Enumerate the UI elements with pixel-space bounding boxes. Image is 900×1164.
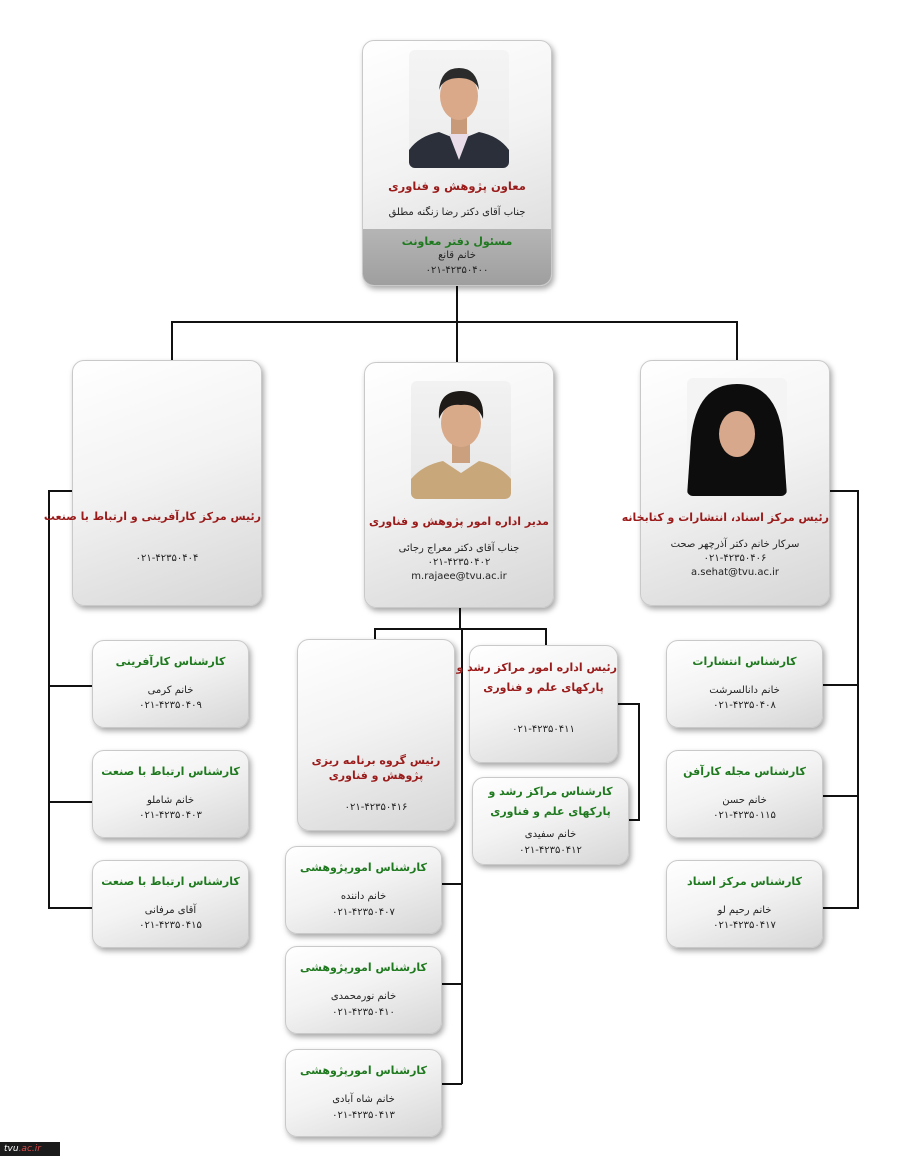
right-staff-2-phone: ۰۲۱-۴۲۳۵۰۱۱۵ <box>713 810 776 821</box>
research-staff-3-name: خانم شاه آبادی <box>332 1094 395 1105</box>
deputy-name: جناب آقای دکتر رضا زنگنه مطلق <box>388 207 526 218</box>
connector-right-1 <box>823 684 858 686</box>
right-staff-card-2 <box>666 750 823 838</box>
deputy-title: معاون پژوهش و فناوری <box>388 179 526 193</box>
left-staff-1-name: خانم کرمی <box>147 685 194 696</box>
research-staff-2-phone: ۰۲۱-۴۲۳۵۰۴۱۰ <box>332 1007 395 1018</box>
connector-growth-spine <box>638 703 640 821</box>
documents-head-card <box>621 360 830 606</box>
connector-research-spine <box>461 628 463 1084</box>
connector-research-1 <box>441 883 462 885</box>
growth-staff-card <box>472 777 629 865</box>
connector-left-3 <box>48 907 92 909</box>
right-staff-1-phone: ۰۲۱-۴۲۳۵۰۴۰۸ <box>713 700 776 711</box>
connector-center-down <box>459 607 461 629</box>
tvu-logo <box>0 1142 60 1156</box>
research-staff-1-name: خانم داننده <box>340 891 387 902</box>
left-staff-3-name: آقای مرفانی <box>144 905 197 916</box>
research-head-name: جناب آقای دکتر معراج رجائی <box>398 543 520 554</box>
office-name: خانم قانع <box>438 250 476 261</box>
connector-growth-right <box>617 703 639 705</box>
connector-right-head <box>830 490 858 492</box>
growth-head-card <box>456 645 618 763</box>
documents-head-name: سرکار خانم دکتر آذرچهر صحت <box>670 539 800 550</box>
growth-staff-title-1: کارشناس مراکز رشد و <box>488 785 613 798</box>
entrepreneurship-head-title: رئیس مرکز کارآفرینی و ارتباط با صنعت <box>43 510 261 523</box>
connector-research-2 <box>441 983 462 985</box>
right-staff-card-1 <box>666 640 823 728</box>
planning-group-title-1: رئیس گروه برنامه ریزی <box>311 754 441 767</box>
connector-left-head <box>48 490 72 492</box>
connector-right-drop <box>736 321 738 361</box>
connector-left-1 <box>48 685 92 687</box>
deputy-photo <box>409 50 509 168</box>
research-head-card <box>364 362 554 608</box>
logo-suffix-text: .ac.ir <box>18 1144 41 1154</box>
connector-right-2 <box>823 795 858 797</box>
research-staff-card-2 <box>285 946 442 1034</box>
connector-center-bar <box>374 628 546 630</box>
left-staff-2-name: خانم شاملو <box>146 795 195 806</box>
connector-left-drop <box>171 321 173 361</box>
documents-head-title: رئیس مرکز اسناد، انتشارات و کتابخانه <box>621 511 829 524</box>
research-staff-card-3 <box>285 1049 442 1137</box>
research-staff-1-phone: ۰۲۱-۴۲۳۵۰۴۰۷ <box>332 907 395 918</box>
logo-main-text: tvu <box>4 1144 19 1154</box>
left-staff-3-title: کارشناس ارتباط با صنعت <box>101 875 240 888</box>
entrepreneurship-head-card <box>43 360 262 606</box>
research-staff-2-name: خانم نورمحمدی <box>330 991 397 1002</box>
connector-right-spine <box>857 490 859 909</box>
research-head-photo <box>411 381 511 499</box>
left-staff-2-phone: ۰۲۱-۴۲۳۵۰۴۰۳ <box>139 810 202 821</box>
planning-group-title-2: پژوهش و فناوری <box>328 769 424 782</box>
left-staff-2-title: کارشناس ارتباط با صنعت <box>101 765 240 778</box>
research-head-email: m.rajaee@tvu.ac.ir <box>411 571 507 582</box>
growth-head-phone: ۰۲۱-۴۲۳۵۰۴۱۱ <box>512 724 575 735</box>
growth-staff-name: خانم سفیدی <box>524 829 577 840</box>
left-staff-card-3 <box>92 860 249 948</box>
research-staff-2-title: کارشناس امورپژوهشی <box>300 961 427 974</box>
right-staff-1-title: کارشناس انتشارات <box>692 655 797 668</box>
right-staff-3-name: خانم رحیم لو <box>717 905 772 916</box>
office-title: مسئول دفتر معاونت <box>401 235 513 248</box>
research-head-title: مدیر اداره امور پژوهش و فناوری <box>368 515 549 528</box>
deputy-card <box>362 40 552 286</box>
documents-head-photo <box>687 378 787 496</box>
right-staff-1-name: خانم دانالسرشت <box>709 685 780 696</box>
connector-left-2 <box>48 801 92 803</box>
right-staff-2-name: خانم حسن <box>722 795 767 806</box>
growth-staff-title-2: پارکهای علم و فناوری <box>490 805 611 818</box>
research-staff-3-phone: ۰۲۱-۴۲۳۵۰۴۱۳ <box>332 1110 395 1121</box>
connector-growth-drop <box>545 628 547 646</box>
office-phone: ۰۲۱-۴۲۳۵۰۴۰۰ <box>425 265 489 276</box>
research-staff-3-title: کارشناس امورپژوهشی <box>300 1064 427 1077</box>
right-staff-3-title: کارشناس مرکز اسناد <box>687 875 802 888</box>
left-staff-card-2 <box>92 750 249 838</box>
connector-top-bar <box>172 321 738 323</box>
connector-research-3 <box>441 1083 462 1085</box>
right-staff-card-3 <box>666 860 823 948</box>
growth-head-title-1: رئیس اداره امور مراکز رشد و <box>456 661 617 674</box>
connector-top-down <box>456 286 458 322</box>
planning-group-phone: ۰۲۱-۴۲۳۵۰۴۱۶ <box>344 802 408 813</box>
right-staff-2-title: کارشناس مجله کارآفن <box>683 765 806 778</box>
left-staff-3-phone: ۰۲۱-۴۲۳۵۰۴۱۵ <box>139 920 202 931</box>
connector-growth-staff <box>628 819 640 821</box>
connector-center-drop <box>456 321 458 363</box>
left-staff-1-title: کارشناس کارآفرینی <box>115 655 226 668</box>
right-staff-3-phone: ۰۲۱-۴۲۳۵۰۴۱۷ <box>713 920 776 931</box>
planning-group-card <box>297 639 455 831</box>
research-staff-card-1 <box>285 846 442 934</box>
connector-right-3 <box>823 907 858 909</box>
entrepreneurship-head-phone: ۰۲۱-۴۲۳۵۰۴۰۴ <box>135 553 199 564</box>
left-staff-1-phone: ۰۲۱-۴۲۳۵۰۴۰۹ <box>139 700 202 711</box>
documents-head-phone: ۰۲۱-۴۲۳۵۰۴۰۶ <box>703 553 767 564</box>
research-staff-1-title: کارشناس امورپژوهشی <box>300 861 427 874</box>
connector-left-spine <box>48 490 50 909</box>
left-staff-card-1 <box>92 640 249 728</box>
growth-head-title-2: پارکهای علم و فناوری <box>483 681 604 694</box>
research-head-phone: ۰۲۱-۴۲۳۵۰۴۰۲ <box>427 557 491 568</box>
documents-head-email: a.sehat@tvu.ac.ir <box>690 567 780 578</box>
growth-staff-phone: ۰۲۱-۴۲۳۵۰۴۱۲ <box>519 845 582 856</box>
